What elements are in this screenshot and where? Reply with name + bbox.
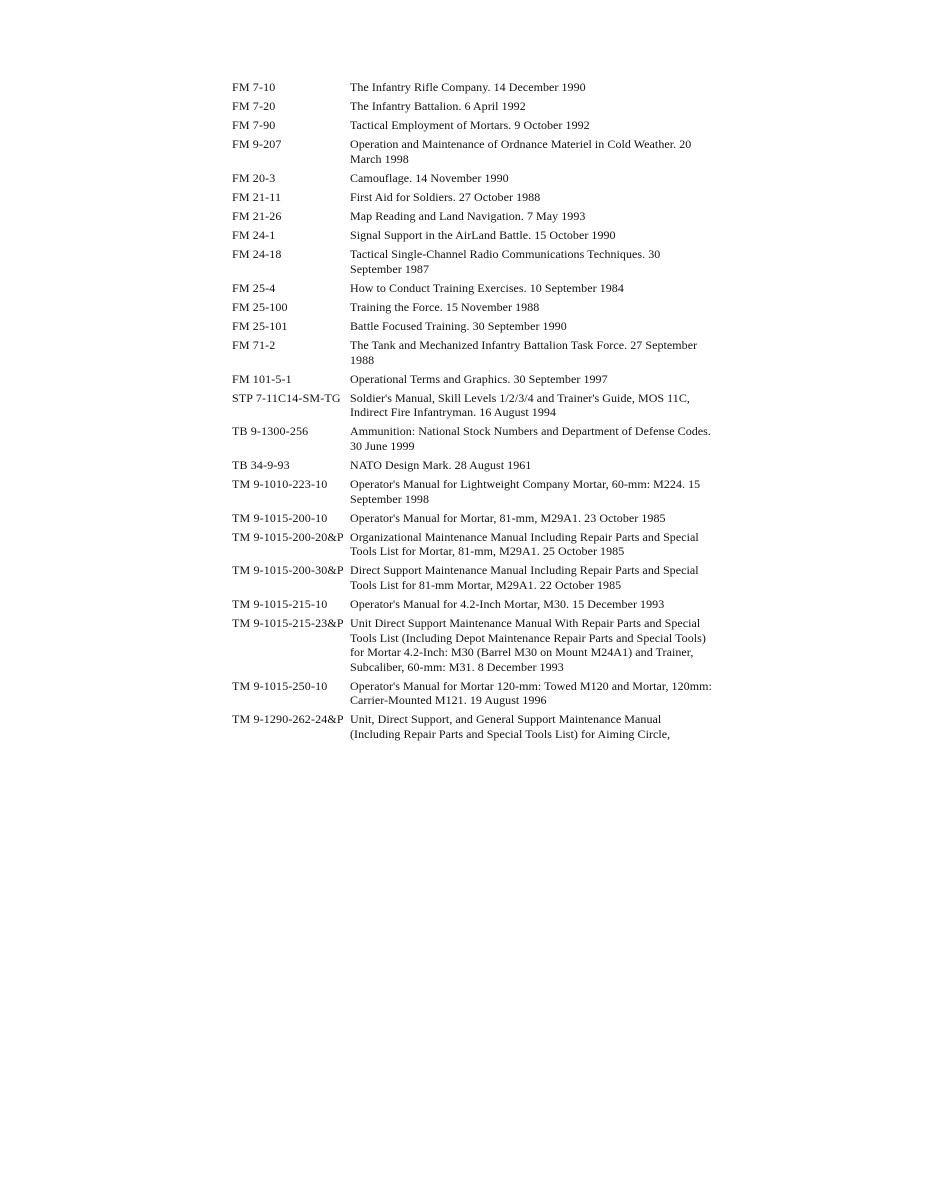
reference-title: Battle Focused Training. 30 September 1990 <box>350 319 567 334</box>
reference-code: FM 25-100 <box>232 299 288 314</box>
reference-row <box>232 477 712 506</box>
reference-row <box>232 563 712 592</box>
reference-row <box>232 391 712 420</box>
reference-row <box>232 319 712 334</box>
reference-title: Operator's Manual for Lightweight Company Mortar, 60-mm: M224. 15 September 1998 <box>350 477 701 506</box>
reference-code: TB 34-9-93 <box>232 458 290 472</box>
reference-title: The Infantry Rifle Company. 14 December 1990 <box>350 80 586 94</box>
reference-code: FM 25-4 <box>232 280 276 295</box>
reference-title: The Infantry Battalion. 6 April 1992 <box>350 99 526 114</box>
reference-title: First Aid for Soldiers. 27 October 1988 <box>350 189 541 204</box>
reference-code: STP 7-11C14-SM-TG <box>232 390 341 405</box>
reference-title: Operational Terms and Graphics. 30 September 1997 <box>350 371 608 386</box>
reference-title: Tactical Single-Channel Radio Communications Techniques. 30 September 1987 <box>350 247 661 276</box>
reference-title: Unit Direct Support Maintenance Manual With Repair Parts and Special Tools List (Including Depot Maintenance Repair Parts and Special Tools) for Mortar 4.2-Inch: M30 (Barrel M30 on Mount M24A1) and Trainer, Subcaliber, 60-mm: M31. 8 December 1993 <box>350 616 706 674</box>
reference-row <box>232 424 712 453</box>
reference-code: FM 24-1 <box>232 228 276 243</box>
reference-title: Tactical Employment of Mortars. 9 October 1992 <box>350 118 590 133</box>
reference-code: TM 9-1290-262-24&P <box>232 712 344 727</box>
reference-code: TB 9-1300-256 <box>232 424 309 439</box>
reference-title: Map Reading and Land Navigation. 7 May 1993 <box>350 209 586 224</box>
reference-code: FM 71-2 <box>232 338 276 353</box>
reference-list <box>232 80 712 746</box>
reference-code: FM 21-26 <box>232 209 282 224</box>
reference-title: Ammunition: National Stock Numbers and Department of Defense Codes. 30 June 1999 <box>350 424 711 453</box>
reference-row <box>232 712 712 741</box>
reference-row <box>232 338 712 367</box>
reference-row <box>232 372 712 387</box>
reference-title: Organizational Maintenance Manual Including Repair Parts and Special Tools List for Mortar, 81-mm, M29A1. 25 October 1985 <box>350 529 699 559</box>
reference-code: FM 9-207 <box>232 137 282 152</box>
reference-code: TM 9-1015-215-23&P <box>232 616 344 631</box>
reference-row <box>232 80 712 95</box>
reference-code: FM 20-3 <box>232 170 276 185</box>
reference-row <box>232 247 712 276</box>
reference-title: Training the Force. 15 November 1988 <box>350 299 540 314</box>
reference-title: Operator's Manual for Mortar, 81-mm, M29A1. 23 October 1985 <box>350 510 666 525</box>
reference-row <box>232 228 712 243</box>
reference-title: Signal Support in the AirLand Battle. 15 October 1990 <box>350 228 616 243</box>
reference-code: FM 7-10 <box>232 80 276 94</box>
reference-row <box>232 209 712 224</box>
reference-row <box>232 137 712 166</box>
reference-title: Camouflage. 14 November 1990 <box>350 170 509 185</box>
reference-code: TM 9-1015-200-20&P <box>232 529 344 544</box>
reference-code: FM 21-11 <box>232 189 282 204</box>
reference-code: FM 24-18 <box>232 247 282 262</box>
reference-code: TM 9-1015-200-10 <box>232 510 328 525</box>
reference-row <box>232 300 712 315</box>
reference-code: TM 9-1010-223-10 <box>232 477 328 492</box>
reference-row <box>232 511 712 526</box>
reference-title: Soldier's Manual, Skill Levels 1/2/3/4 and Trainer's Guide, MOS 11C, Indirect Fire Infantryman. 16 August 1994 <box>350 390 690 420</box>
reference-code: FM 7-20 <box>232 99 276 114</box>
reference-title: Unit, Direct Support, and General Support Maintenance Manual (Including Repair Parts and Special Tools List) for Aiming Circle, <box>350 712 671 741</box>
reference-row <box>232 530 712 559</box>
reference-code: FM 25-101 <box>232 319 288 334</box>
reference-code: TM 9-1015-250-10 <box>232 678 328 693</box>
reference-title: Direct Support Maintenance Manual Including Repair Parts and Special Tools List for 81-mm Mortar, M29A1. 22 October 1985 <box>350 563 699 592</box>
reference-title: Operation and Maintenance of Ordnance Materiel in Cold Weather. 20 March 1998 <box>350 137 692 166</box>
reference-title: NATO Design Mark. 28 August 1961 <box>350 458 532 472</box>
reference-code: FM 7-90 <box>232 118 276 133</box>
reference-row <box>232 679 712 708</box>
reference-row <box>232 99 712 114</box>
reference-row <box>232 118 712 133</box>
reference-row <box>232 281 712 296</box>
reference-code: TM 9-1015-200-30&P <box>232 563 344 578</box>
reference-code: FM 101-5-1 <box>232 371 292 386</box>
reference-title: The Tank and Mechanized Infantry Battalion Task Force. 27 September 1988 <box>350 338 698 367</box>
reference-title: How to Conduct Training Exercises. 10 September 1984 <box>350 280 624 295</box>
reference-row <box>232 597 712 612</box>
reference-row <box>232 171 712 186</box>
reference-title: Operator's Manual for 4.2-Inch Mortar, M30. 15 December 1993 <box>350 596 665 611</box>
reference-row <box>232 616 712 674</box>
reference-row <box>232 458 712 473</box>
reference-title: Operator's Manual for Mortar 120-mm: Towed M120 and Mortar, 120mm: Carrier-Mounted M121. 19 August 1996 <box>350 678 712 708</box>
reference-code: TM 9-1015-215-10 <box>232 596 328 611</box>
reference-row <box>232 190 712 205</box>
